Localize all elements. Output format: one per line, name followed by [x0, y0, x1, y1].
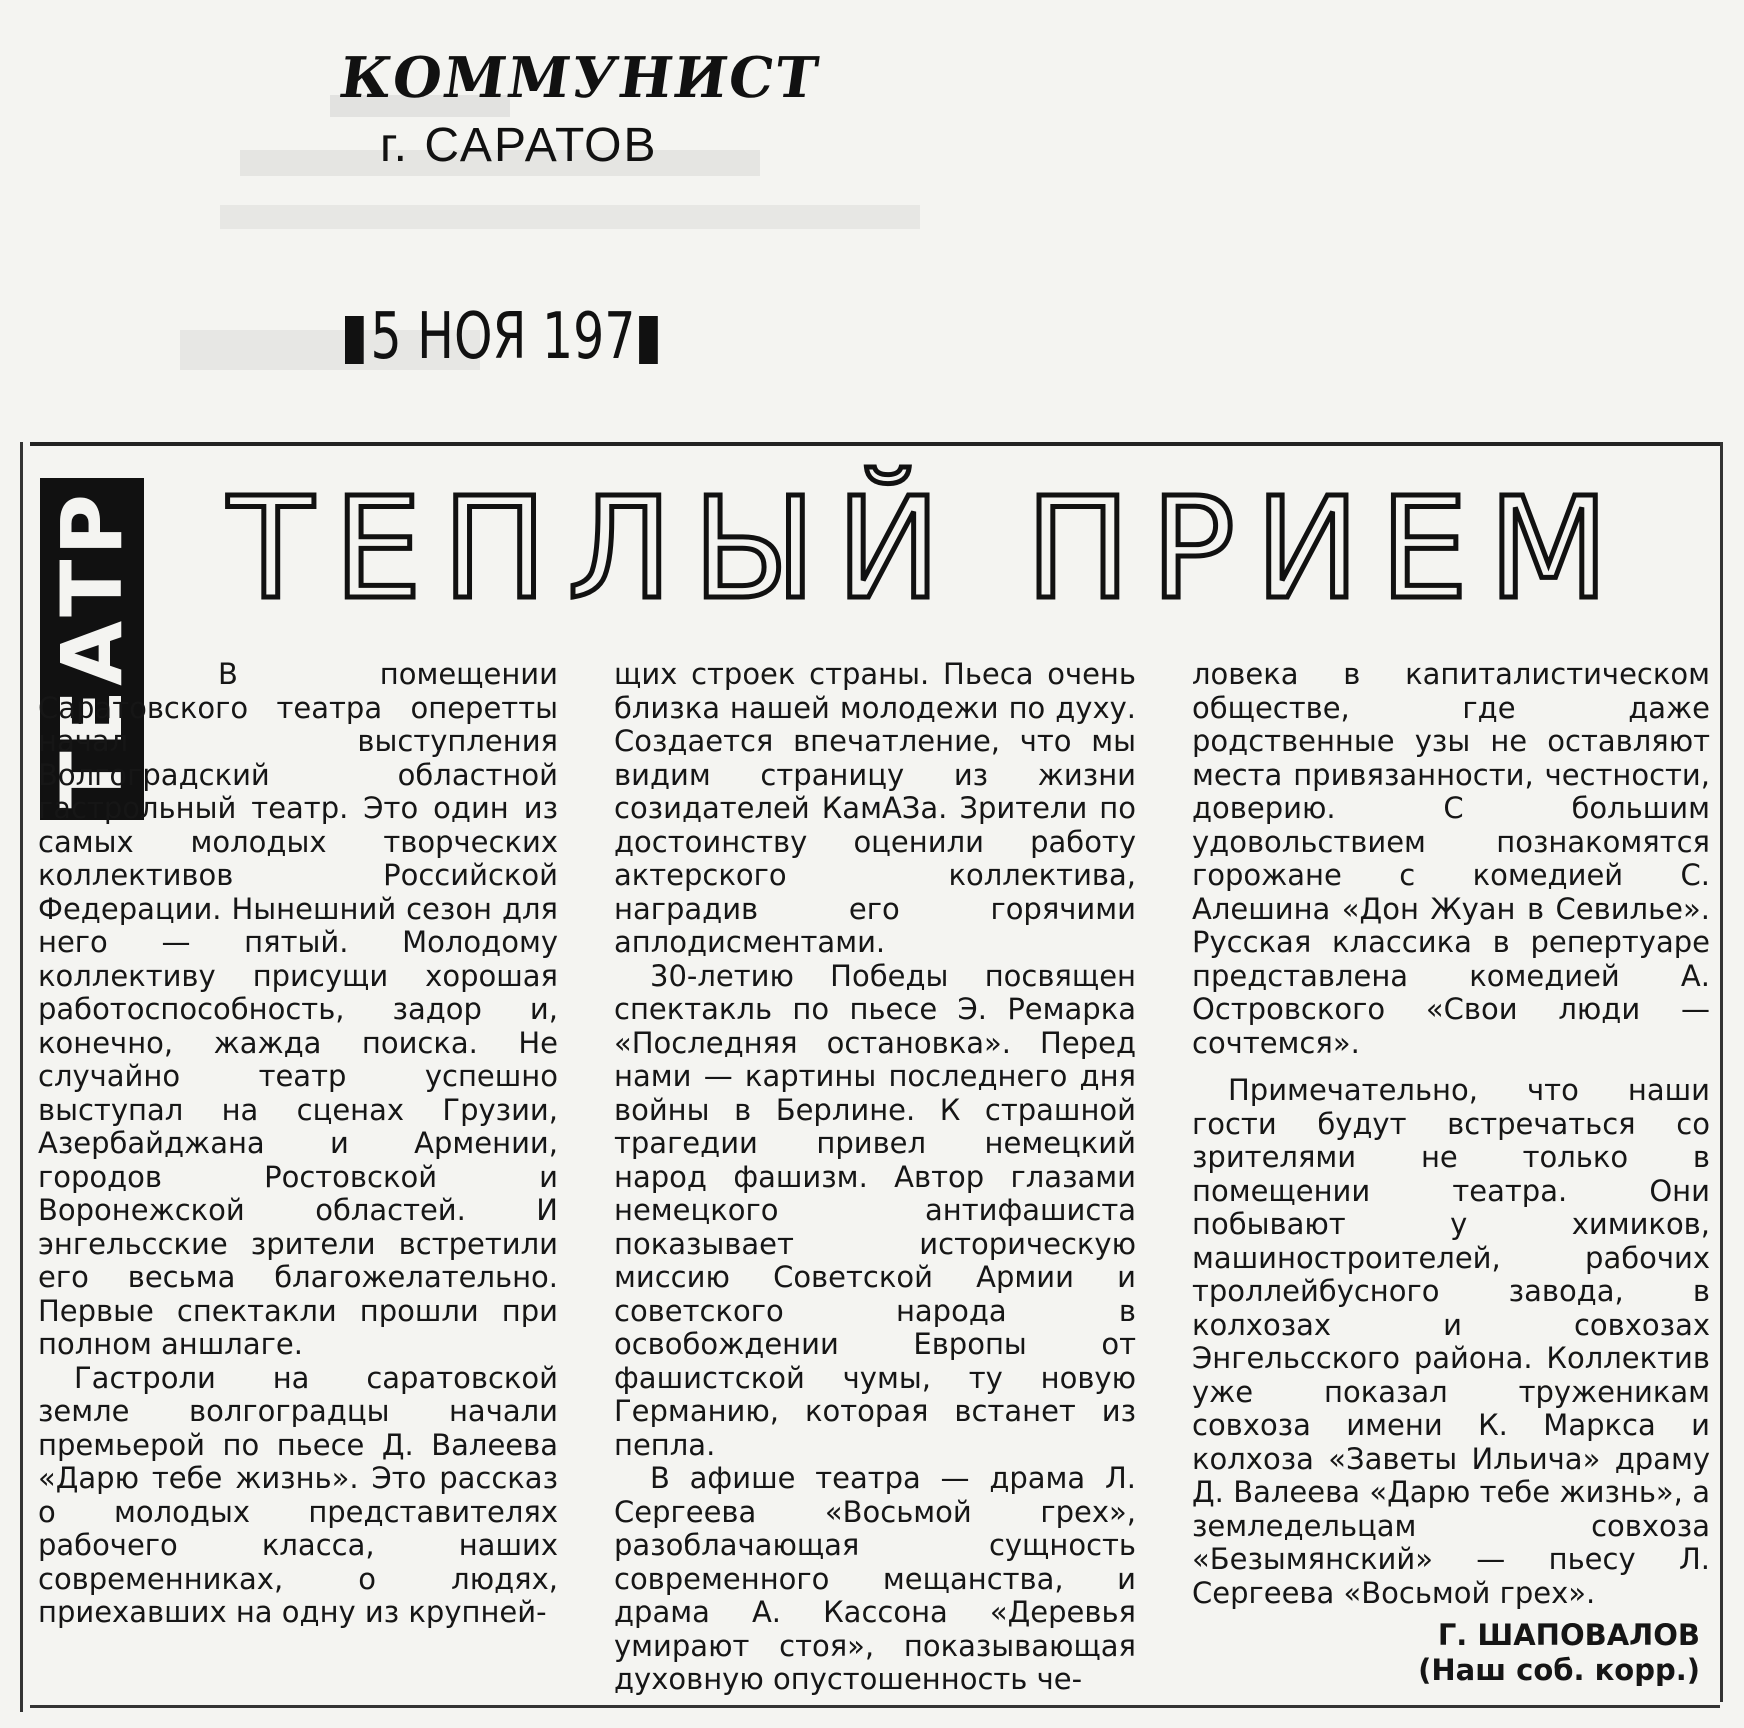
- paragraph: В афише театра — драма Л. Сергеева «Восьмой грех», разоблачающая сущность современного мещанства, и драма А. Кассона «Деревья умирают стоя», показывающая духовную опустошенность че-: [614, 1461, 1136, 1696]
- ink-blot: [345, 316, 364, 364]
- byline: [1418, 1618, 1700, 1688]
- author-name: Г. ШАПОВАЛОВ: [1437, 1618, 1700, 1652]
- stamp-newspaper-name: КОММУНИСТ: [335, 45, 824, 111]
- paragraph: В помещении Саратовского театра оперетты начал выступления Волгоградский областной гастрольный театр. Это один из самых молодых творческих коллективов Российской Федерации. Нынешний сезон для него — пятый. Молодому коллективу присущи хорошая работоспособность, задор и, конечно, жажда поиска. Не случайно театр успешно выступал на сценах Грузии, Азербайджана и Армении, городов Ростовской и Воронежской областей. И энгельсские зрители встретили его весьма благожелательно. Первые спектакли прошли при полном аншлаге.: [38, 657, 558, 1361]
- article-column-2: [614, 658, 1136, 1697]
- frame-rule-left: [20, 442, 23, 1712]
- frame-rule-top: [30, 442, 1720, 446]
- frame-rule-bottom: [30, 1705, 1720, 1708]
- article-column-3: [1192, 658, 1710, 1610]
- paragraph: 30-летию Победы посвящен спектакль по пьесе Э. Ремарка «Последняя остановка». Перед нами — картины последнего дня войны в Берлине. К страшной трагедии привел немецкий народ фашизм. Автор глазами немецкого антифашиста показывает историческую миссию Советской Армии и советского народа в освобождении Европы от фашистской чумы, ту новую Германию, которая встанет из пепла.: [614, 958, 1136, 1462]
- stamp-date-text: 5 НОЯ 197: [370, 300, 636, 374]
- bleed-through-mark: [220, 205, 920, 229]
- rubric-label: ТЕАТР: [43, 489, 141, 809]
- paragraph: Примечательно, что наши гости будут встречаться со зрителями не только в помещении театра. Они побывают у химиков, машиностроителей, рабочих троллейбусного завода, в колхозах и совхозах Энгельсского района. Коллектив уже показал труженикам совхоза имени К. Маркса и колхоза «Заветы Ильича» драму Д. Валеева «Дарю тебе жизнь», а земледельцам совхоза «Безымянский» — пьесу Л. Сергеева «Восьмой грех».: [1192, 1073, 1710, 1610]
- paragraph: щих строек страны. Пьеса очень близка нашей молодежи по духу. Создается впечатление, что мы видим страницу из жизни созидателей КамАЗа. Зрители по достоинству оценили работу актерского коллектива, наградив его горячими аплодисментами.: [614, 657, 1136, 959]
- stamp-city: г. САРАТОВ: [380, 119, 658, 172]
- article-column-1: [38, 658, 558, 1630]
- article-headline: ТЕПЛЫЙ ПРИЕМ: [228, 468, 1629, 631]
- author-note: (Наш соб. корр.): [1418, 1653, 1700, 1687]
- stamp-date: [345, 300, 664, 374]
- ink-blot: [639, 316, 658, 364]
- paragraph: Гастроли на саратовской земле волгоградцы начали премьерой по пьесе Д. Валеева «Дарю тебе жизнь». Это рассказ о молодых представителях рабочего класса, наших современниках, о людях, приехавших на одну из крупней-: [38, 1360, 558, 1629]
- frame-rule-right: [1720, 442, 1723, 1702]
- paragraph: ловека в капиталистическом обществе, где даже родственные узы не оставляют места привязанности, честности, доверию. С большим удовольствием познакомятся горожане с комедией С. Алешина «Дон Жуан в Севилье». Русская классика в репертуаре представлена комедией А. Островского «Свои люди — сочтемся».: [1192, 657, 1710, 1060]
